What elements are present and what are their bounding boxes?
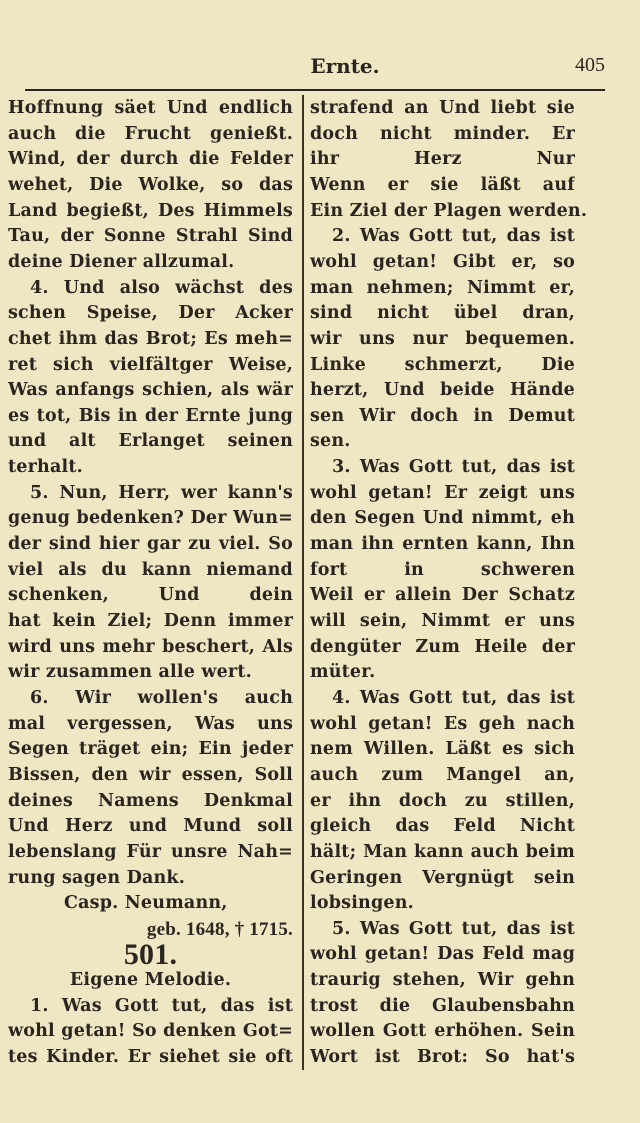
- text-line: dengüter Zum Heile der: [310, 636, 575, 657]
- text-line: wir uns nur bequemen.: [310, 328, 575, 349]
- verse-start-line: 3. Was Gott tut, das ist: [332, 457, 575, 478]
- text-line: Was anfangs schien, als wär: [8, 380, 293, 401]
- text-line: strafend an Und liebt sie: [310, 98, 575, 118]
- text-line: der sind hier gar zu viel. So: [8, 534, 293, 555]
- text-line: wir zusammen alle wert.: [8, 662, 252, 683]
- verse-start-line: 5. Nun, Herr, wer kann's: [30, 482, 293, 503]
- text-line: wird uns mehr beschert, Als: [8, 636, 293, 657]
- text-line: sen.: [310, 431, 351, 452]
- header-rule: [25, 89, 605, 91]
- text-line: Segen träget ein; Ein jeder: [8, 739, 293, 760]
- author-credit: Casp. Neumann,: [64, 893, 228, 914]
- text-line: trost die Glaubensbahn: [310, 995, 575, 1016]
- text-line: wohl getan! Gibt er, so: [310, 251, 575, 272]
- text-line: Weil er allein Der Schatz: [310, 585, 575, 606]
- text-line: lobsingen.: [310, 893, 414, 914]
- text-line: müter.: [310, 662, 376, 683]
- column-divider: [302, 95, 304, 1070]
- verse-start-line: 2. Was Gott tut, das ist: [332, 226, 575, 247]
- text-line: wohl getan! So denken Got=: [8, 1021, 293, 1042]
- text-line: deine Diener allzumal.: [8, 251, 235, 272]
- running-header-title: Ernte.: [310, 54, 380, 78]
- text-line: nem Willen. Läßt es sich: [310, 739, 575, 760]
- text-line: tes Kinder. Er siehet sie oft: [8, 1047, 293, 1068]
- text-line: Ein Ziel der Plagen werden.: [310, 200, 588, 221]
- verse-start-line: 4. Und also wächst des: [30, 277, 293, 298]
- text-line: man ihn ernten kann, Ihn: [310, 534, 575, 555]
- text-line: auch zum Mangel an,: [310, 764, 575, 785]
- text-line: sen Wir doch in Demut: [310, 405, 575, 426]
- text-line: Bissen, den wir essen, Soll: [8, 764, 293, 785]
- text-line: Wenn er sie läßt auf: [310, 174, 575, 195]
- text-line: deines Namens Denkmal: [8, 790, 293, 811]
- text-line: Hoffnung säet Und endlich: [8, 98, 293, 118]
- text-line: er ihn doch zu stillen,: [310, 790, 575, 811]
- text-line: Wort ist Brot: So hat's: [310, 1047, 575, 1068]
- author-credit: geb. 1648, † 1715.: [146, 918, 293, 940]
- text-line: wohl getan! Er zeigt uns: [310, 482, 575, 503]
- text-line: doch nicht minder. Er: [310, 123, 575, 144]
- text-line: chet ihm das Brot; Es meh=: [8, 328, 293, 349]
- text-line: hält; Man kann auch beim: [310, 841, 575, 862]
- text-line: ihr Herz Nur: [310, 149, 575, 170]
- text-line: Land begießt, Des Himmels: [8, 200, 293, 221]
- text-line: genug bedenken? Der Wun=: [8, 508, 293, 529]
- text-line: traurig stehen, Wir gehn: [310, 970, 575, 991]
- text-line: Geringen Vergnügt sein: [310, 867, 575, 888]
- page-number: 405: [575, 54, 605, 76]
- text-line: den Segen Und nimmt, eh: [310, 508, 575, 529]
- text-line: terhalt.: [8, 457, 83, 478]
- text-line: wohl getan! Das Feld mag: [310, 944, 575, 965]
- text-line: wehet, Die Wolke, so das: [8, 174, 293, 195]
- text-line: will sein, Nimmt er uns: [310, 611, 575, 631]
- text-line: mal vergessen, Was uns: [8, 713, 293, 734]
- text-line: Tau, der Sonne Strahl Sind: [8, 226, 293, 247]
- hymn-number: 501.: [123, 938, 178, 972]
- text-line: Linke schmerzt, Die: [310, 354, 575, 375]
- text-line: auch die Frucht genießt.: [8, 123, 293, 144]
- text-line: lebenslang Für unsre Nah=: [8, 841, 293, 862]
- text-line: schenken, Und dein: [8, 585, 293, 606]
- text-line: ret sich vielfältger Weise,: [8, 354, 293, 375]
- text-line: hat kein Ziel; Denn immer: [8, 611, 293, 631]
- text-line: man nehmen; Nimmt er,: [310, 277, 575, 298]
- text-line: rung sagen Dank.: [8, 867, 186, 888]
- text-line: schen Speise, Der Acker: [8, 303, 293, 324]
- text-line: viel als du kann niemand: [8, 559, 293, 580]
- text-line: gleich das Feld Nicht: [310, 816, 575, 837]
- melody-note: Eigene Melodie.: [69, 970, 232, 991]
- text-line: es tot, Bis in der Ernte jung: [8, 405, 293, 426]
- text-line: Und Herz und Mund soll: [8, 816, 293, 837]
- text-line: wollen Gott erhöhen. Sein: [310, 1021, 575, 1042]
- text-line: wohl getan! Es geh nach: [310, 713, 575, 734]
- verse-start-line: 5. Was Gott tut, das ist: [332, 918, 575, 939]
- verse-start-line: 4. Was Gott tut, das ist: [332, 687, 575, 708]
- verse-start-line: 1. Was Gott tut, das ist: [30, 995, 293, 1016]
- text-line: sind nicht übel dran,: [310, 303, 575, 324]
- text-line: fort in schweren: [310, 559, 575, 580]
- text-line: herzt, Und beide Hände: [310, 380, 575, 401]
- text-line: Wind, der durch die Felder: [8, 149, 293, 170]
- text-line: und alt Erlanget seinen: [8, 431, 293, 452]
- verse-start-line: 6. Wir wollen's auch: [30, 687, 293, 708]
